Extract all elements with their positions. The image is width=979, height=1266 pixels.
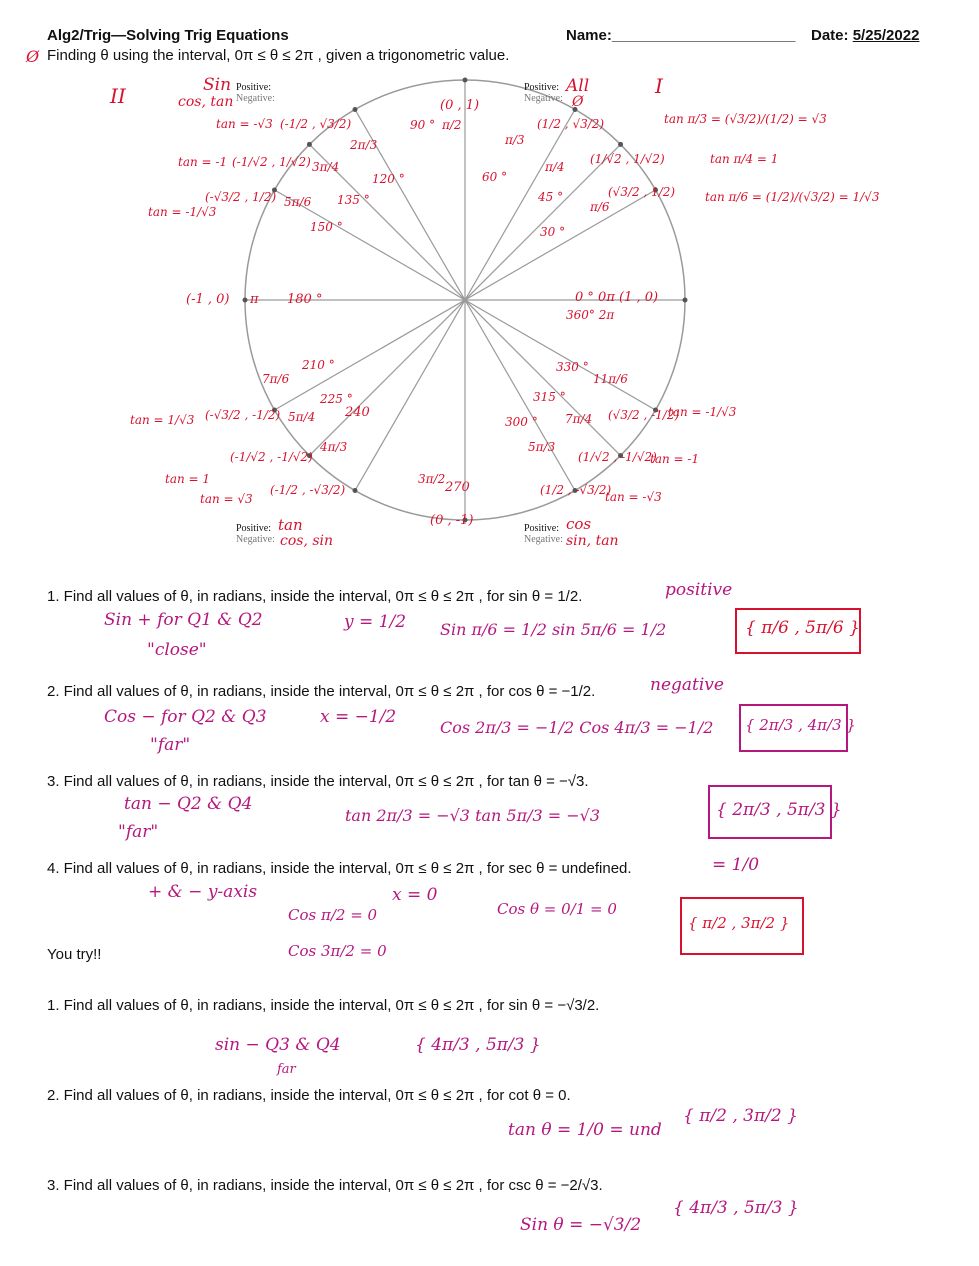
q2-negative-label: Negative:	[236, 93, 275, 104]
angle-135-tan: tan = -1	[178, 155, 228, 169]
problem-3-answer: { 2π/3 , 5π/3 }	[716, 800, 842, 820]
q4-positive-hand: cos	[566, 515, 592, 533]
angle-30-radians: π/6	[590, 200, 610, 214]
angle-0-label	[575, 290, 658, 305]
you-try-3-answer: { 4π/3 , 5π/3 }	[673, 1198, 799, 1218]
you-try-2-work1: tan θ = 1/0 = und	[508, 1120, 662, 1140]
angle-90-point: (0 , 1)	[440, 98, 480, 113]
you-try-1-work1: sin − Q3 & Q4	[215, 1035, 341, 1055]
worksheet-title: Alg2/Trig—Solving Trig Equations	[47, 27, 289, 44]
q3-negative-label: Negative:	[236, 534, 275, 545]
q3-negative-hand: cos, sin	[280, 533, 334, 549]
angle-330-point: (√3/2 , -1/2)	[608, 408, 680, 422]
angle-60-degrees: 60 °	[482, 170, 508, 184]
problem-1-work1: Sin + for Q1 & Q2	[104, 610, 263, 630]
angle-90-degrees: 90 °	[410, 118, 436, 132]
problem-4-note: = 1/0	[712, 855, 760, 875]
you-try-1-answer: { 4π/3 , 5π/3 }	[415, 1035, 541, 1055]
angle-315-radians: 7π/4	[565, 412, 593, 426]
name-field: Name:______________________	[566, 27, 796, 44]
q2-positive-label: Positive:	[236, 82, 272, 93]
angle-120-point: (-1/2 , √3/2)	[280, 117, 352, 131]
q3-positive-hand: tan	[278, 516, 303, 534]
q2-negative-hand: cos, tan	[178, 94, 234, 110]
problem-1-note: positive	[665, 580, 733, 600]
angle-135-point: (-1/√2 , 1/√2)	[232, 155, 311, 169]
date-field	[811, 27, 919, 44]
angle-60-point: (1/2 , √3/2)	[537, 117, 605, 131]
angle-135-radians: 3π/4	[312, 160, 340, 174]
angle-0-degrees: 0 °	[575, 290, 594, 305]
angle-360-degrees: 360°	[566, 308, 595, 322]
angle-270-point: (0 , -1)	[430, 513, 474, 528]
angle-270-radians: 3π/2	[418, 472, 446, 486]
angle-300-tan: tan = -√3	[605, 490, 662, 504]
angle-210-tan: tan = 1/√3	[130, 413, 195, 427]
problem-1-work3: Sin π/6 = 1/2 sin 5π/6 = 1/2	[440, 620, 667, 639]
angle-225-point: (-1/√2 , -1/√2)	[230, 450, 313, 464]
problem-4-answer: { π/2 , 3π/2 }	[688, 914, 790, 932]
circle-point-45	[618, 142, 623, 147]
q4-negative-hand: sin, tan	[566, 533, 619, 549]
angle-225-tan: tan = 1	[165, 472, 211, 486]
angle-180-point: (-1 , 0)	[186, 292, 230, 307]
angle-225-degrees: 225 °	[320, 392, 353, 406]
circle-point-135	[307, 142, 312, 147]
angle-300-point: (1/2 , -√3/2)	[540, 483, 612, 497]
angle-120-tan: tan = -√3	[216, 117, 273, 131]
q4-legend	[524, 523, 563, 545]
q4-negative-label: Negative:	[524, 534, 563, 545]
angle-315-degrees: 315 °	[533, 390, 566, 404]
angle-45-tan: tan π/4 = 1	[710, 152, 779, 166]
angle-210-degrees: 210 °	[302, 358, 335, 372]
you-try-2-answer: { π/2 , 3π/2 }	[683, 1106, 798, 1126]
date-label: Date:	[811, 27, 853, 44]
q1-negative-label: Negative:	[524, 93, 563, 104]
you-try-heading: You try!!	[47, 946, 102, 963]
problem-4-work2: x = 0	[392, 885, 438, 905]
q2-legend	[236, 82, 275, 104]
problem-3-work1: tan − Q2 & Q4	[124, 794, 253, 814]
you-try-1-prompt: 1. Find all values of θ, in radians, inside the interval, 0π ≤ θ ≤ 2π , for sin θ = −√3/2.	[47, 997, 600, 1014]
angle-30-tan: tan π/6 = (1/2)/(√3/2) = 1/√3	[705, 190, 880, 204]
problem-2-work1: Cos − for Q2 & Q3	[104, 707, 267, 727]
problem-2-answer: { 2π/3 , 4π/3 }	[745, 716, 856, 734]
problem-3-work1b: "far"	[118, 822, 159, 842]
angle-240-degrees: 240	[345, 405, 370, 420]
angle-30-point: (√3/2 , 1/2)	[608, 185, 676, 199]
problem-2-work2: x = −1/2	[320, 707, 397, 727]
angle-210-radians: 7π/6	[262, 372, 290, 386]
angle-150-degrees: 150 °	[310, 220, 343, 234]
angle-60-radians: π/3	[505, 133, 525, 147]
q1-positive-hand: All	[566, 76, 590, 96]
problem-2-work1b: "far"	[150, 735, 191, 755]
q1-negative-hand: Ø	[572, 94, 584, 110]
you-try-3-prompt: 3. Find all values of θ, in radians, inside the interval, 0π ≤ θ ≤ 2π , for csc θ = −2/√3.	[47, 1177, 603, 1194]
angle-150-point: (-√3/2 , 1/2)	[205, 190, 277, 204]
angle-210-point: (-√3/2 , -1/2)	[205, 408, 281, 422]
angle-150-tan: tan = -1/√3	[148, 205, 217, 219]
problem-2-prompt: 2. Find all values of θ, in radians, inside the interval, 0π ≤ θ ≤ 2π , for cos θ = −1/2.	[47, 683, 596, 700]
angle-90-radians: π/2	[442, 118, 462, 132]
angle-0-radians: 0π	[598, 290, 615, 305]
problem-1-prompt: 1. Find all values of θ, in radians, inside the interval, 0π ≤ θ ≤ 2π , for sin θ = 1/2.	[47, 588, 583, 605]
angle-240-tan: tan = √3	[200, 492, 253, 506]
circle-point-120	[353, 107, 358, 112]
q3-positive-label: Positive:	[236, 523, 272, 534]
circle-point-90	[463, 78, 468, 83]
q3-legend	[236, 523, 275, 545]
problem-4-prompt: 4. Find all values of θ, in radians, inside the interval, 0π ≤ θ ≤ 2π , for sec θ = undefined.	[47, 860, 632, 877]
q1-positive-label: Positive:	[524, 82, 560, 93]
subtitle: Finding θ using the interval, 0π ≤ θ ≤ 2π , given a trigonometric value.	[47, 47, 510, 64]
q2-numeral: II	[110, 84, 126, 108]
problem-4-work4: Cos π/2 = 0	[288, 906, 378, 924]
you-try-1-work1b: far	[277, 1062, 296, 1077]
angle-330-tan: tan = -1/√3	[668, 405, 737, 419]
you-try-2-prompt: 2. Find all values of θ, in radians, inside the interval, 0π ≤ θ ≤ 2π , for cot θ = 0.	[47, 1087, 571, 1104]
angle-0-point: (1 , 0)	[619, 290, 659, 305]
unit-circle-diagram	[0, 70, 979, 560]
date-value: 5/25/2022	[852, 27, 920, 44]
angle-225-radians: 5π/4	[288, 410, 316, 424]
circle-point-0	[683, 298, 688, 303]
angle-300-radians: 5π/3	[528, 440, 556, 454]
q4-positive-label: Positive:	[524, 523, 560, 534]
angle-45-radians: π/4	[545, 160, 565, 174]
you-try-3-work1: Sin θ = −√3/2	[520, 1215, 642, 1235]
angle-240-point: (-1/2 , -√3/2)	[270, 483, 346, 497]
angle-120-degrees: 120 °	[372, 172, 405, 186]
q1-legend	[524, 82, 563, 104]
angle-150-radians: 5π/6	[284, 195, 312, 209]
problem-4-work5: Cos 3π/2 = 0	[288, 942, 387, 960]
problem-3-work3: tan 2π/3 = −√3 tan 5π/3 = −√3	[345, 806, 601, 825]
problem-4-work1: + & − y-axis	[148, 882, 258, 902]
problem-1-work1b: "close"	[147, 640, 207, 660]
problem-1-work2: y = 1/2	[344, 612, 407, 632]
angle-135-degrees: 135 °	[337, 193, 370, 207]
angle-180-radians: π	[250, 292, 259, 307]
angle-330-radians: 11π/6	[593, 372, 628, 386]
problem-2-work3: Cos 2π/3 = −1/2 Cos 4π/3 = −1/2	[440, 718, 714, 737]
angle-300-degrees: 300 °	[505, 415, 538, 429]
angle-360-label	[566, 308, 614, 322]
problem-1-answer: { π/6 , 5π/6 }	[745, 618, 860, 638]
angle-120-radians: 2π/3	[350, 138, 378, 152]
angle-360-radians: 2π	[598, 308, 615, 322]
problem-4-work3: Cos θ = 0/1 = 0	[497, 900, 617, 918]
q2-positive-hand: Sin	[203, 75, 232, 95]
angle-240-radians: 4π/3	[320, 440, 348, 454]
angle-45-point: (1/√2 , 1/√2)	[590, 152, 665, 166]
angle-315-point: (1/√2 , -1/√2)	[578, 450, 657, 464]
handwritten-mark: Ø	[26, 47, 40, 66]
problem-3-prompt: 3. Find all values of θ, in radians, inside the interval, 0π ≤ θ ≤ 2π , for tan θ = −√3.	[47, 773, 589, 790]
angle-330-degrees: 330 °	[556, 360, 589, 374]
circle-point-180	[243, 298, 248, 303]
q1-numeral: I	[655, 74, 663, 98]
angle-45-degrees: 45 °	[538, 190, 564, 204]
angle-315-tan: tan = -1	[650, 452, 700, 466]
problem-2-note: negative	[650, 675, 724, 695]
angle-30-degrees: 30 °	[540, 225, 566, 239]
circle-point-240	[353, 488, 358, 493]
angle-270-degrees: 270	[445, 480, 470, 495]
angle-60-tan: tan π/3 = (√3/2)/(1/2) = √3	[664, 112, 827, 126]
angle-180-degrees: 180 °	[287, 292, 323, 307]
